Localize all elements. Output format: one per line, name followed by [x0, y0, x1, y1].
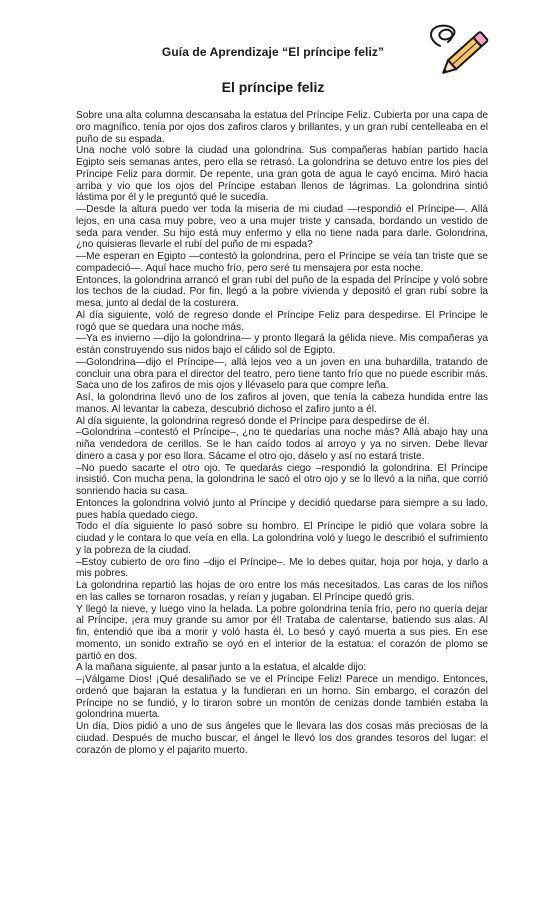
story-paragraph: Una noche voló sobre la ciudad una golondrina. Sus compañeras habían partido hacía Egipto seis semanas antes, pero ella se retrasó. La golondrina se detuvo entre los pies del Príncipe Feliz para dormir. De repente, una gran gota de agua le cayó encima. Miró hacia arriba y vio que los ojos del Príncipe estaban llenos de lágrimas. La golondrina sintió lástima por él y le preguntó qué le sucedía.	[76, 145, 488, 204]
story-paragraph: —Me esperan en Egipto —contestó la golondrina, pero el Príncipe se veía tan triste que se compadeció—. Aquí hace mucho frío, pero seré tu mensajera por esta noche.	[76, 251, 488, 274]
story-paragraph: Un día, Dios pidió a uno de sus ángeles que le llevara las dos cosas más preciosas de la ciudad. Después de mucho buscar, el ángel le llevó los dos grandes tesoros del lugar: el corazón de plomo y el pajarito muerto.	[76, 721, 488, 756]
story-paragraph: –Golondrina –contestó el Príncipe–, ¿no te quedarías una noche más? Allá abajo hay una niña vendedora de cerillos. Se le han caído todos al arroyo y ya no sirven. Debe llevar dinero a casa y por eso llora. Sácame el otro ojo, dáselo y así no estará triste.	[76, 427, 488, 462]
story-paragraph: La golondrina repartió las hojas de oro entre los más necesitados. Las caras de los niños en las calles se tornaron rosadas, y reían y jugaban. El Príncipe quedó gris.	[76, 580, 488, 603]
story-paragraph: Todo el día siguiente lo pasó sobre su hombro. El Príncipe le pidió que volara sobre la ciudad y le contara lo que veía en ella. La golondrina voló y luego le describió el sufrimiento y la pobreza de la ciudad.	[76, 521, 488, 556]
story-body	[76, 110, 488, 756]
story-paragraph: Y llegó la nieve, y luego vino la helada. La pobre golondrina tenía frío, pero no quería dejar al Príncipe, ¡era muy grande su amor por él! Trataba de calentarse, batiendo sus alas. Al fin, entendió que iba a morir y voló hasta él. Lo besó y cayó muerta a sus pies. En ese momento, un sonido extraño se oyó en el interior de la estatua: el corazón de plomo se partió en dos.	[76, 603, 488, 662]
worksheet-header-title: Guía de Aprendizaje “El príncipe feliz”	[161, 45, 385, 59]
story-paragraph: Así, la golondrina llevó uno de los zafiros al joven, que tenía la cabeza hundida entre las manos. Al levantar la cabeza, descubrió dichoso el zafiro junto a él.	[76, 392, 488, 415]
story-paragraph: Entonces, la golondrina arrancó el gran rubí del puño de la espada del Príncipe y voló sobre los techos de la ciudad. Por fin, llegó a la pobre vivienda y depositó el gran rubí sobre la mesa, junto al dedal de la costurera.	[76, 274, 488, 309]
story-paragraph: —Desde la altura puedo ver toda la miseria de mi ciudad —respondió el Príncipe—. Allá lejos, en una casa muy pobre, veo a una mujer triste y cansada, bordando un vestido de seda para vender. Su hijo está muy enfermo y ella no tiene nada para darle. Golondrina, ¿no quisieras llevarle el rubí del puño de mi espada?	[76, 204, 488, 251]
story-paragraph: Al día siguiente, voló de regreso donde el Príncipe Feliz para despedirse. El Príncipe le rogó que se quedara una noche más.	[76, 309, 488, 333]
story-paragraph: –¡Válgame Dios! ¡Qué desaliñado se ve el Príncipe Feliz! Parece un mendigo. Entonces, ordenó que bajaran la estatua y la fundieran en un horno. Sin embargo, el corazón del Príncipe no se fundió, y lo tiraron sobre un montón de cenizas donde también estaba la golondrina muerta.	[76, 674, 488, 721]
document-title: El príncipe feliz	[221, 79, 325, 95]
story-paragraph: Al día siguiente, la golondrina regresó donde el Príncipe para despedirse de él.	[76, 415, 430, 427]
story-paragraph: –No puedo sacarte el otro ojo. Te quedarás ciego –respondió la golondrina. El Príncipe insistió. Con mucha pena, la golondrina le sacó el otro ojo y se lo llevó a la niña, que corrió sonriendo hacia su casa.	[76, 462, 488, 497]
story-paragraph: Entonces la golondrina volvió junto al Príncipe y decidió quedarse para siempre a su lado, pues había quedado ciego.	[76, 497, 488, 521]
story-paragraph: A la mañana siguiente, al pasar junto a la estatua, el alcalde dijo:	[76, 662, 367, 674]
story-paragraph: —Golondrina—dijo el Príncipe—, allá lejos veo a un joven en una buhardilla, tratando de concluir una obra para el director del teatro, pero tiene tanto frío que no puede escribir más. Saca uno de los zafiros de mis ojos y llévaselo para que compre leña.	[76, 356, 488, 392]
pencil-icon	[426, 20, 492, 78]
story-paragraph: Sobre una alta columna descansaba la estatua del Príncipe Feliz. Cubierta por una capa de oro magnífico, tenía por ojos dos zafiros claros y brillantes, y un gran rubí centelleaba en el puño de su espada.	[76, 110, 488, 145]
story-paragraph: —Ya es invierno —dijo la golondrina— y pronto llegará la gélida nieve. Mis compañeras ya están construyendo sus nidos bajo el cálido sol de Egipto.	[76, 333, 488, 356]
story-paragraph: –Estoy cubierto de oro fino –dijo el Príncipe–. Me lo debes quitar, hoja por hoja, y darlo a mis pobres.	[76, 556, 488, 580]
